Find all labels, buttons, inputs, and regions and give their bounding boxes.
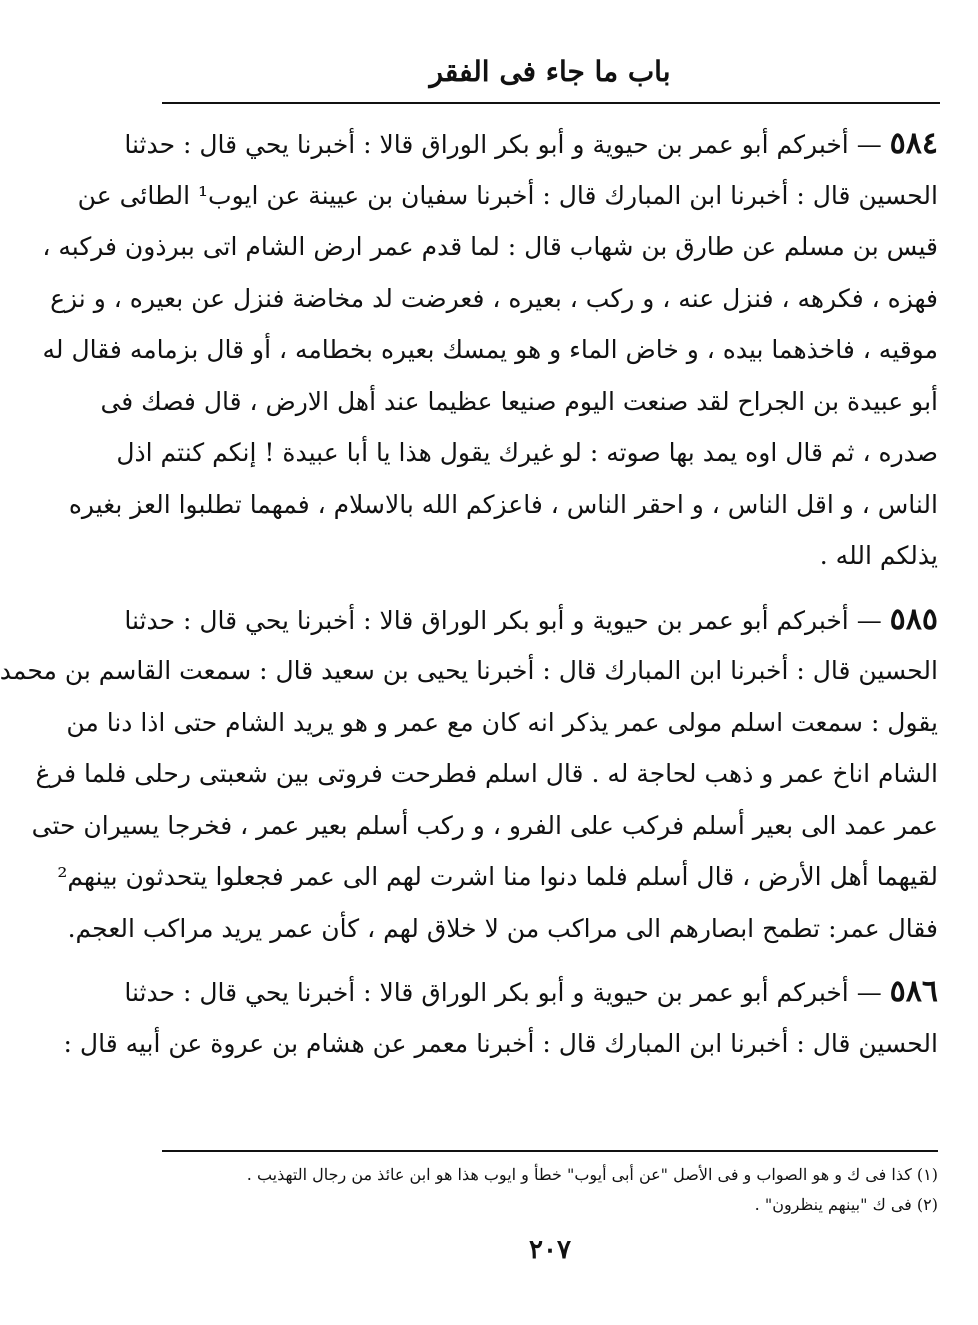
text-line: موقيه ، فاخذهما بيده ، و خاض الماء و هو يمسك بعيره بخطامه ، أو قال بزمامه فقال له (42, 335, 938, 364)
text-line: صدره ، ثم قال اوه يمد بها صوته : لو غيرك يقول هذا يا أبا عبيدة ! إنكم كنتم اذل (116, 438, 938, 467)
footnote-rule (162, 1150, 938, 1152)
entry-number: ٥٨٤ (889, 126, 938, 161)
text-line: فقال عمر: تطمح ابصارهم الى مراكب من لا خلاق لهم ، كأن عمر يريد مراكب العجم. (67, 913, 938, 943)
footnote-2: (٢) فى ك "بينهم ينظرون" . (754, 1195, 938, 1214)
hadith-entry-586 (63, 966, 938, 1069)
text-line: عمر عمد الى بعير أسلم فركب على الفرو ، و ركب أسلم بعير عمر ، فخرجا يسيران حتى (31, 810, 938, 840)
text-line: يذلكم الله . (819, 541, 938, 570)
footnote-1: (١) كذا فى ك و هو الصواب و فى الأصل "عن أبى أيوب" خطأ و ايوب هذا هو ابن عائذ من رجال التهذيب . (246, 1165, 938, 1184)
footnotes (162, 1160, 938, 1220)
text-line: ٥٨٦ — أخبركم أبو عمر بن حيوية و أبو بكر الوراق قالا : أخبرنا يحي قال : حدثنا (124, 974, 938, 1009)
text-line: لقيهما أهل الأرض ، قال أسلم فلما دنوا منا اشرت لهم الى عمر فجعلوا يتحدثون بينهم² (57, 862, 938, 891)
entry-number: ٥٨٥ (889, 601, 938, 637)
header-rule (162, 102, 940, 104)
text-line: ٥٨٤ — أخبركم أبو عمر بن حيوية و أبو بكر الوراق قالا : أخبرنا يحي قال : حدثنا (124, 126, 938, 161)
text-line: الحسين قال : أخبرنا ابن المبارك قال : أخبرنا معمر عن هشام بن عروة عن أبيه قال : (63, 1028, 938, 1058)
page-number: ٢٠٧ (529, 1235, 571, 1265)
hadith-entry-584 (42, 118, 938, 582)
text-line: يقول : سمعت اسلم مولى عمر يذكر انه كان مع عمر و هو يريد الشام حتى اذا دنا من (66, 707, 938, 737)
text-line: الشام اناخ عمر و ذهب لحاجة له . قال اسلم فطرحت فروتى بين شعبتى رحلى فلما فرغ (35, 759, 938, 788)
hadith-entry-585 (0, 594, 938, 955)
text-line: فهزه ، فكرهه ، فنزل عنه ، و ركب ، بعيره ، فعرضت لد مخاضة فنزل عن بعيره ، و نزع (50, 283, 938, 313)
text-line: الحسين قال : أخبرنا ابن المبارك قال : أخبرنا يحيى بن سعيد قال : سمعت القاسم بن محمد (0, 656, 938, 685)
text-line: قيس بن مسلم عن طارق بن شهاب قال : لما قدم عمر ارض الشام اتى ببرذون فركبه ، (42, 232, 938, 261)
main-text (0, 118, 938, 1081)
text-line: الحسين قال : أخبرنا ابن المبارك قال : أخبرنا سفيان بن عيينة عن ايوب¹ الطائى عن (77, 180, 938, 210)
text-line: الناس ، و اقل الناس ، و احقر الناس ، فاعزكم الله بالاسلام ، فمهما تطلبوا العز بغيره (68, 489, 938, 519)
text-line: ٥٨٥ — أخبركم أبو عمر بن حيوية و أبو بكر الوراق قالا : أخبرنا يحي قال : حدثنا (124, 601, 938, 637)
running-header-title: باب ما جاء فى الفقر (429, 55, 671, 88)
text-line: أبو عبيدة بن الجراح لقد صنعت اليوم صنيعا عظيما عند أهل الارض ، قال فصك فى (100, 386, 938, 416)
entry-number: ٥٨٦ (889, 974, 938, 1009)
